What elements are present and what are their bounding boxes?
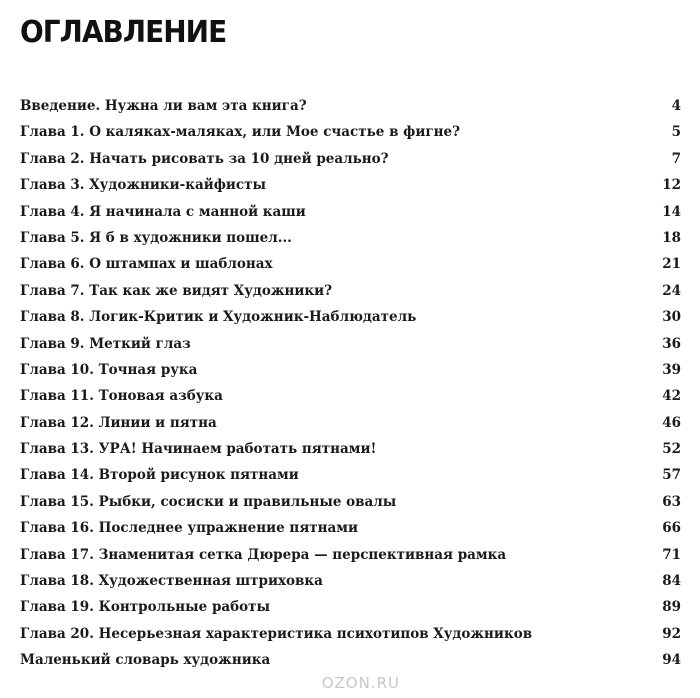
toc-entry[interactable] bbox=[20, 515, 681, 541]
toc-entry-title: Глава 19. Контрольные работы bbox=[20, 599, 271, 616]
toc-entry[interactable] bbox=[20, 331, 681, 357]
toc-entry[interactable] bbox=[20, 410, 681, 436]
toc-entry-title: Глава 12. Линии и пятна bbox=[20, 414, 217, 431]
toc-entry-page-number: 57 bbox=[662, 467, 681, 484]
toc-entry-title: Глава 2. Начать рисовать за 10 дней реально? bbox=[20, 150, 389, 167]
toc-entry[interactable] bbox=[20, 251, 681, 277]
toc-entry-page-number: 30 bbox=[662, 309, 681, 326]
toc-entry-page-number: 12 bbox=[662, 177, 681, 194]
table-of-contents bbox=[20, 93, 681, 674]
toc-entry-title: Глава 4. Я начинала с манной каши bbox=[20, 203, 306, 220]
toc-entry-title: Глава 6. О штампах и шаблонах bbox=[20, 256, 273, 273]
toc-entry-page-number: 84 bbox=[662, 573, 681, 590]
toc-entry[interactable] bbox=[20, 146, 681, 172]
toc-entry-title: Глава 3. Художники-кайфисты bbox=[20, 177, 267, 194]
toc-entry-page-number: 42 bbox=[662, 388, 681, 405]
toc-entry-page-number: 7 bbox=[671, 150, 681, 167]
toc-entry-title: Глава 18. Художественная штриховка bbox=[20, 573, 323, 590]
toc-entry-page-number: 66 bbox=[662, 520, 681, 537]
toc-entry-title: Глава 1. О каляках-маляках, или Мое счастье в фигне? bbox=[20, 124, 461, 141]
toc-entry[interactable] bbox=[20, 462, 681, 488]
watermark: OZON.RU bbox=[321, 674, 400, 692]
toc-entry[interactable] bbox=[20, 489, 681, 515]
toc-entry-title: Глава 15. Рыбки, сосиски и правильные овалы bbox=[20, 493, 397, 510]
toc-entry-title: Глава 14. Второй рисунок пятнами bbox=[20, 467, 299, 484]
toc-entry-page-number: 36 bbox=[662, 335, 681, 352]
toc-entry-page-number: 63 bbox=[662, 493, 681, 510]
toc-entry[interactable] bbox=[20, 436, 681, 462]
toc-entry-page-number: 39 bbox=[662, 361, 681, 378]
toc-entry[interactable] bbox=[20, 542, 681, 568]
toc-entry-page-number: 21 bbox=[662, 256, 681, 273]
toc-entry-page-number: 46 bbox=[662, 414, 681, 431]
toc-entry[interactable] bbox=[20, 225, 681, 251]
toc-entry-title: Глава 11. Тоновая азбука bbox=[20, 388, 223, 405]
toc-entry-page-number: 4 bbox=[671, 98, 681, 114]
toc-entry[interactable] bbox=[20, 594, 681, 620]
toc-entry-page-number: 52 bbox=[662, 441, 681, 458]
toc-entry[interactable] bbox=[20, 383, 681, 409]
toc-entry-title: Глава 10. Точная рука bbox=[20, 361, 198, 378]
toc-entry-title: Глава 7. Так как же видят Художники? bbox=[20, 282, 333, 299]
toc-entry[interactable] bbox=[20, 304, 681, 330]
toc-entry[interactable] bbox=[20, 172, 681, 198]
toc-entry-title: Маленький словарь художника bbox=[20, 652, 271, 669]
toc-entry-page-number: 94 bbox=[662, 652, 681, 669]
toc-entry-title: Глава 8. Логик-Критик и Художник-Наблюдатель bbox=[20, 309, 417, 326]
toc-entry-title: Глава 5. Я б в художники пошел... bbox=[20, 229, 292, 246]
toc-entry[interactable] bbox=[20, 119, 681, 145]
page-title: ОГЛАВЛЕНИЕ bbox=[20, 15, 227, 50]
toc-entry-page-number: 18 bbox=[662, 229, 681, 246]
toc-entry-page-number: 71 bbox=[662, 546, 681, 563]
toc-entry[interactable] bbox=[20, 647, 681, 673]
toc-entry[interactable] bbox=[20, 357, 681, 383]
toc-entry-title: Глава 13. УРА! Начинаем работать пятнами! bbox=[20, 441, 377, 458]
toc-entry-title: Глава 17. Знаменитая сетка Дюрера — перспективная рамка bbox=[20, 546, 507, 563]
toc-entry-title: Глава 20. Несерьезная характеристика психотипов Художников bbox=[20, 625, 533, 642]
toc-entry[interactable] bbox=[20, 621, 681, 647]
toc-entry-title: Введение. Нужна ли вам эта книга? bbox=[20, 98, 307, 114]
toc-entry[interactable] bbox=[20, 278, 681, 304]
toc-entry[interactable] bbox=[20, 568, 681, 594]
toc-entry-page-number: 89 bbox=[662, 599, 681, 616]
toc-entry-title: Глава 16. Последнее упражнение пятнами bbox=[20, 520, 359, 537]
toc-entry-page-number: 5 bbox=[671, 124, 681, 141]
toc-entry-page-number: 14 bbox=[662, 203, 681, 220]
toc-entry-page-number: 24 bbox=[662, 282, 681, 299]
toc-entry[interactable] bbox=[20, 199, 681, 225]
toc-entry[interactable] bbox=[20, 93, 681, 119]
toc-entry-page-number: 92 bbox=[662, 625, 681, 642]
toc-entry-title: Глава 9. Меткий глаз bbox=[20, 335, 191, 352]
